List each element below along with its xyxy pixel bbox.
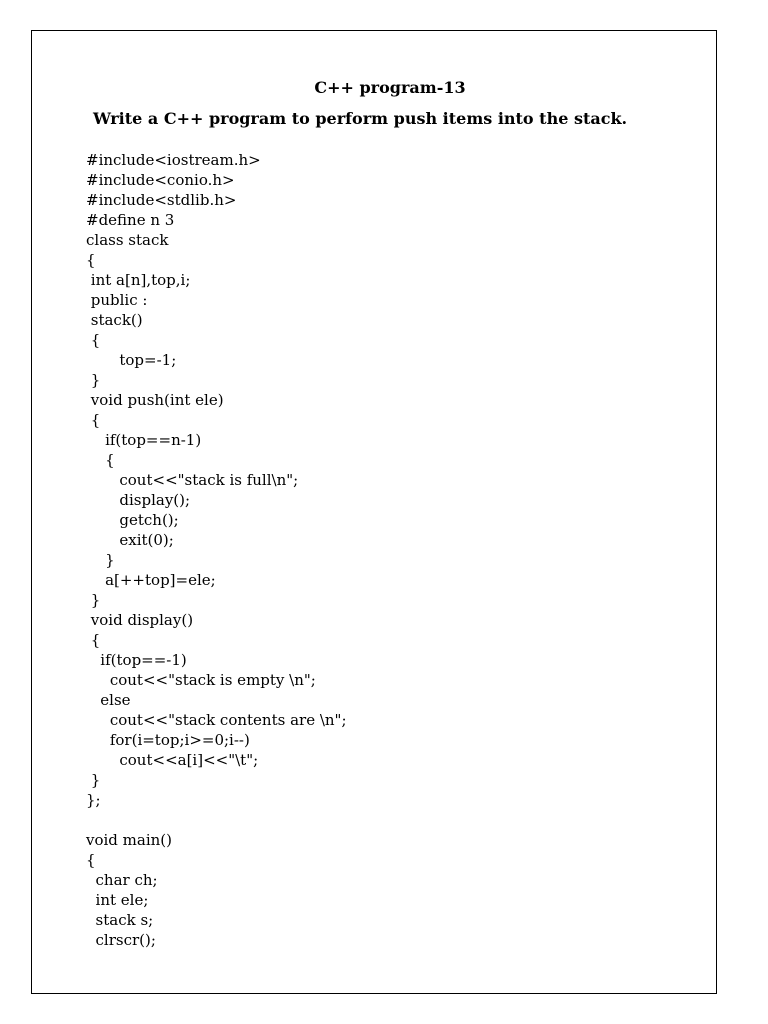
code-line: void main() <box>86 831 173 849</box>
code-line: exit(0); <box>86 531 174 549</box>
code-listing <box>86 150 347 950</box>
code-line: for(i=top;i>=0;i--) <box>86 731 250 749</box>
code-line: if(top==n-1) <box>86 431 202 449</box>
code-line: } <box>86 591 101 609</box>
code-line: cout<<"stack is empty \n"; <box>86 671 316 689</box>
program-question: Write a C++ program to perform push items into the stack. <box>93 109 628 128</box>
code-line: cout<<"stack is full\n"; <box>86 471 299 489</box>
code-line: { <box>86 631 101 649</box>
code-line: #include<stdlib.h> <box>86 191 237 209</box>
code-line: { <box>86 851 96 869</box>
code-line: top=-1; <box>86 351 177 369</box>
code-line: else <box>86 691 131 709</box>
code-line: } <box>86 771 101 789</box>
code-line: #include<iostream.h> <box>86 151 261 169</box>
code-line: } <box>86 551 115 569</box>
code-line: void push(int ele) <box>86 391 224 409</box>
code-line: public : <box>86 291 148 309</box>
code-line: int ele; <box>86 891 149 909</box>
code-line: { <box>86 331 101 349</box>
code-line: cout<<a[i]<<"\t"; <box>86 751 259 769</box>
code-line: display(); <box>86 491 191 509</box>
code-line: a[++top]=ele; <box>86 571 216 589</box>
code-line: char ch; <box>86 871 158 889</box>
code-line: class stack <box>86 231 169 249</box>
code-line: cout<<"stack contents are \n"; <box>86 711 347 729</box>
code-line: } <box>86 371 101 389</box>
code-line: stack s; <box>86 911 154 929</box>
code-line: { <box>86 411 101 429</box>
code-line: clrscr(); <box>86 931 156 949</box>
code-line: #define n 3 <box>86 211 175 229</box>
code-line: int a[n],top,i; <box>86 271 191 289</box>
code-line: getch(); <box>86 511 179 529</box>
code-line <box>86 810 347 830</box>
code-line: }; <box>86 791 101 809</box>
code-line: { <box>86 251 96 269</box>
program-title: C++ program-13 <box>314 78 466 97</box>
code-line: { <box>86 451 115 469</box>
code-line: stack() <box>86 311 143 329</box>
code-line: #include<conio.h> <box>86 171 235 189</box>
code-line: void display() <box>86 611 194 629</box>
code-line: if(top==-1) <box>86 651 187 669</box>
